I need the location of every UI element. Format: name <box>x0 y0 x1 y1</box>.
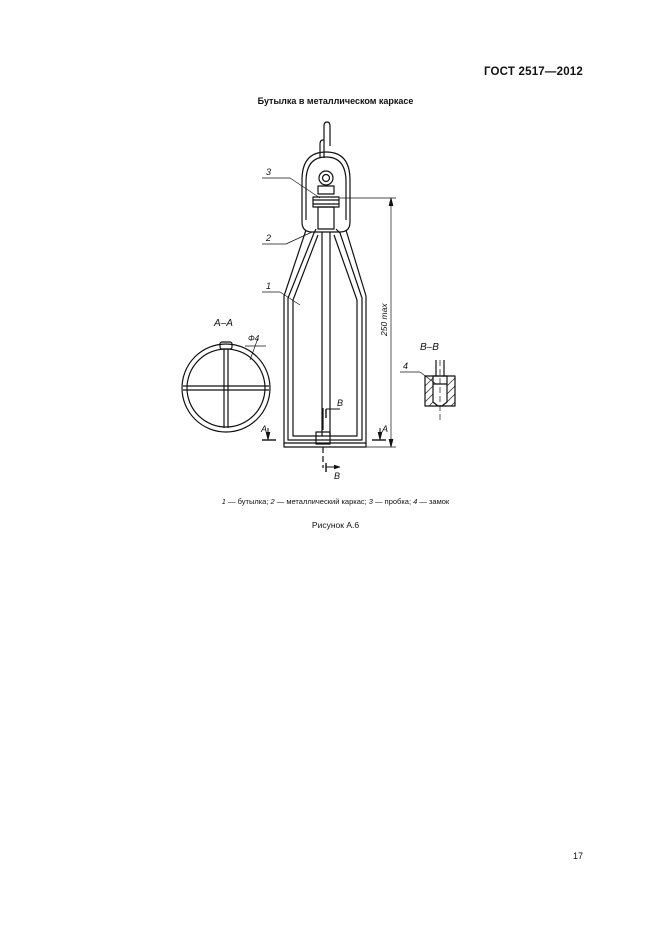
legend-text-1: — бутылка; <box>225 497 271 506</box>
diameter-label: Φ4 <box>248 334 260 343</box>
legend-text-3: — пробка; <box>372 497 414 506</box>
frame-wire-right <box>346 230 366 444</box>
page-number: 17 <box>572 851 583 861</box>
section-bb-label: B–B <box>420 342 439 353</box>
legend-num-2: 2 <box>270 497 275 506</box>
dimension-label: 250 max <box>379 303 389 336</box>
callout-2: 2 <box>266 233 272 243</box>
figure-legend <box>0 497 661 506</box>
stopper <box>313 197 339 207</box>
figure-title: Бутылка в металлическом каркасе <box>257 96 414 106</box>
callout-1: 1 <box>266 281 272 291</box>
section-mark-a-left: A <box>261 424 268 434</box>
legend-text-2: — металлический каркас; <box>274 497 369 506</box>
legend-num-3: 3 <box>368 497 373 506</box>
section-aa-circle-outer <box>182 344 270 432</box>
bottle-outer <box>288 229 362 440</box>
section-aa-label: A–A <box>214 318 233 329</box>
legend-num-1: 1 <box>221 497 226 506</box>
legend-text-4: — замок <box>417 497 450 506</box>
figure-caption: Рисунок А.6 <box>311 520 360 530</box>
standard-number: ГОСТ 2517—2012 <box>483 66 583 78</box>
bottle-inner <box>293 235 357 436</box>
section-mark-a-right: A <box>382 424 389 434</box>
legend-num-4: 4 <box>413 497 418 506</box>
callout-3: 3 <box>266 167 272 177</box>
section-mark-b-top: B <box>337 398 344 408</box>
section-mark-b-bottom: B <box>334 471 341 481</box>
callout-4: 4 <box>403 361 409 371</box>
section-aa-circle-inner <box>187 349 265 427</box>
frame-top-loop <box>302 152 350 232</box>
